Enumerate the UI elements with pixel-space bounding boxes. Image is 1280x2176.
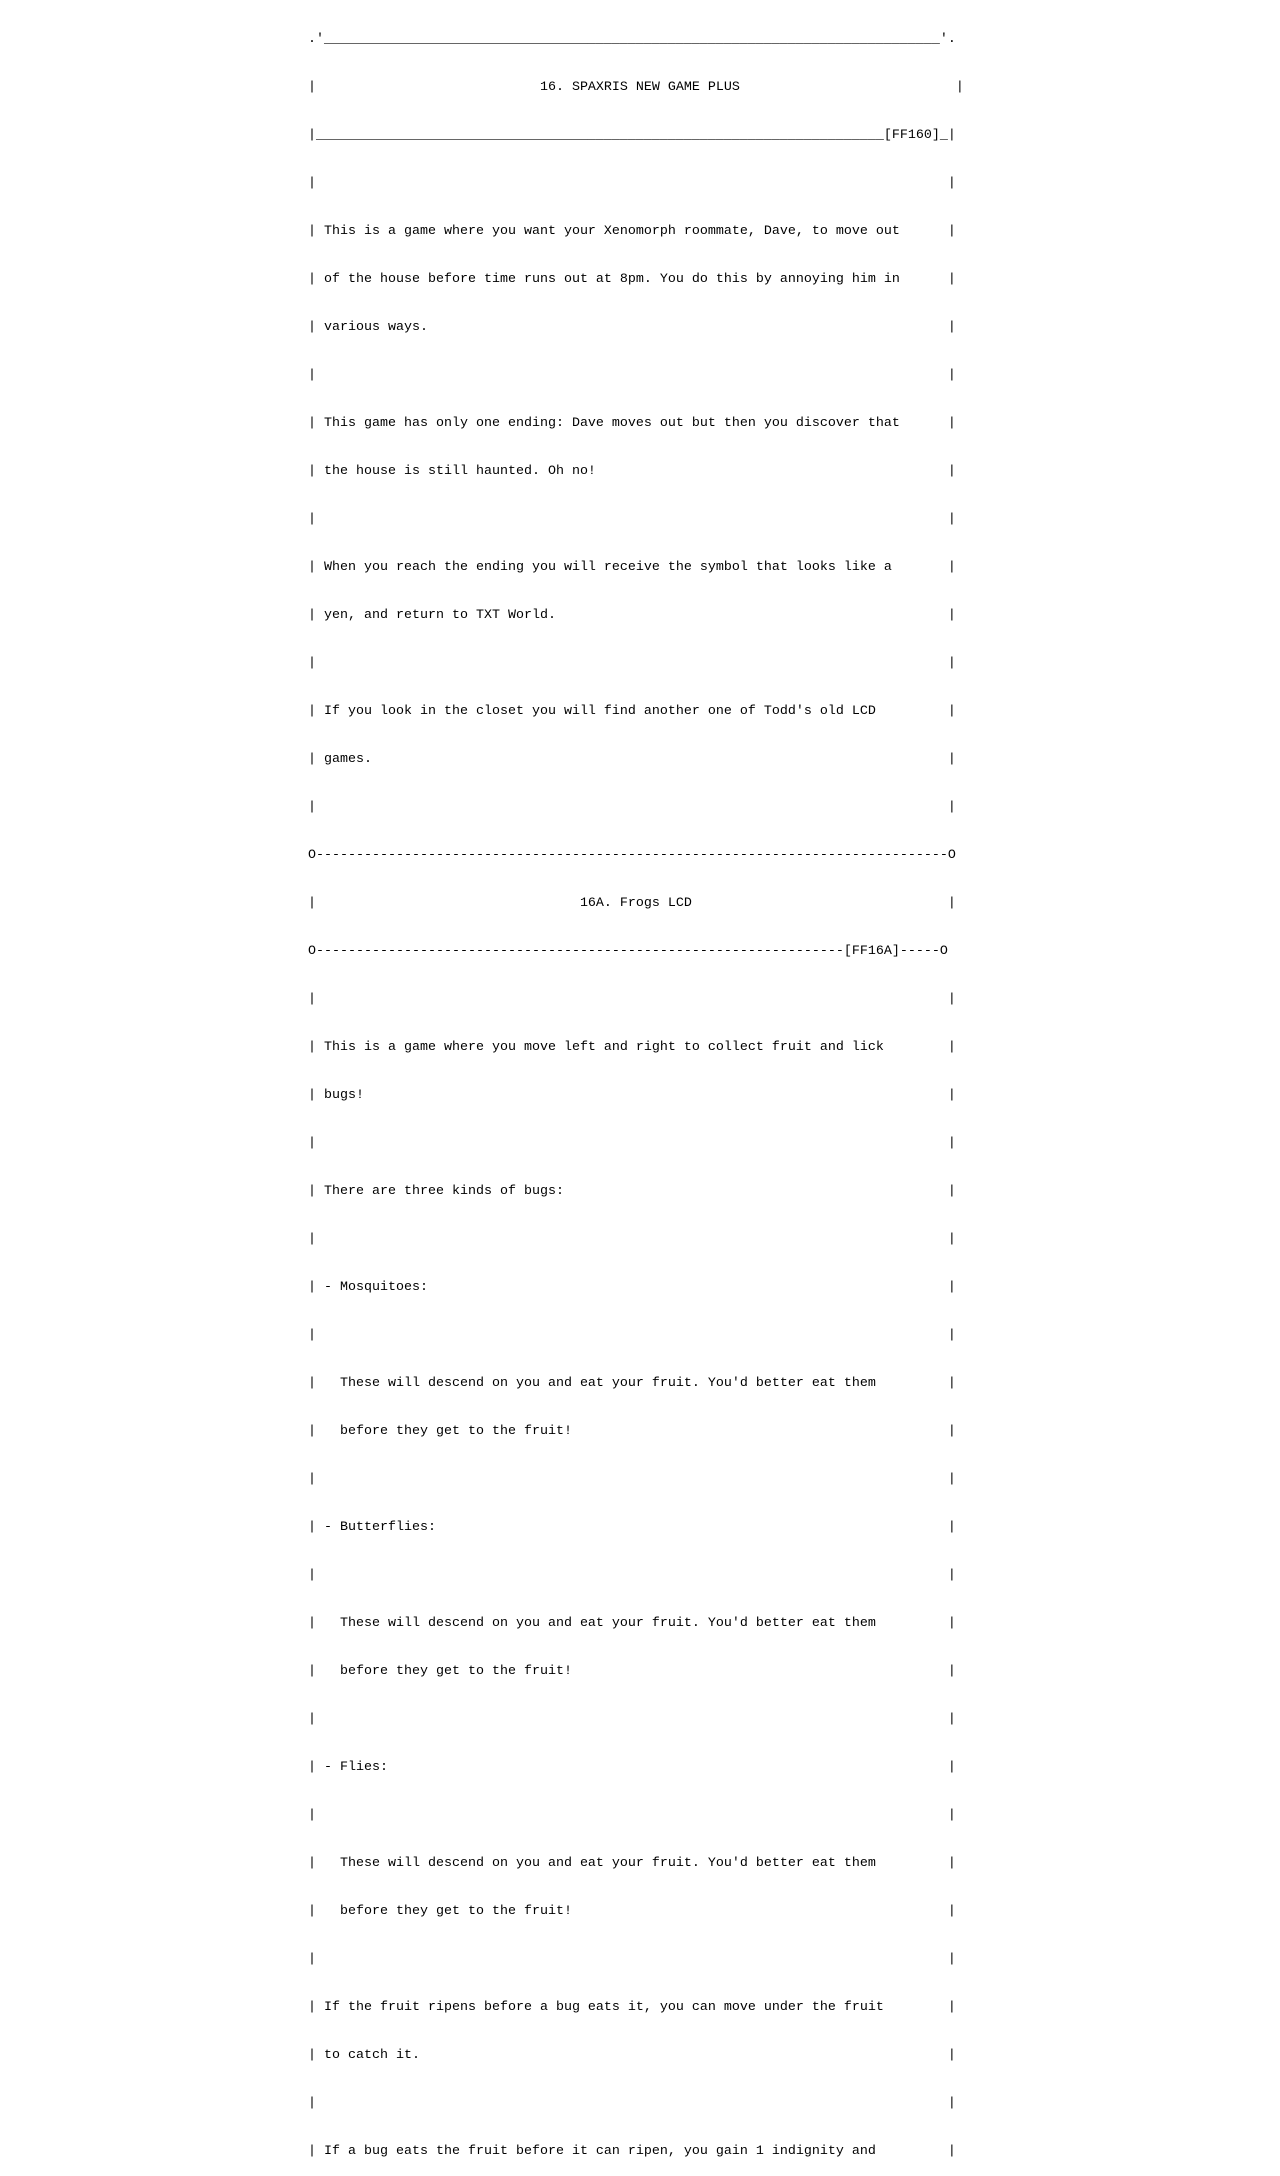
blank-line: | |	[308, 1808, 956, 1823]
blank-line: | |	[308, 1568, 956, 1583]
list-item-heading: | - Flies: |	[308, 1760, 956, 1775]
list-item-text: | These will descend on you and eat your fruit. You'd better eat them |	[308, 1616, 956, 1631]
box-top-border: .'_____________________________________________________________________________'.	[308, 32, 956, 47]
list-item-heading: | - Butterflies: |	[308, 1520, 956, 1535]
paragraph-line: | the house is still haunted. Oh no! |	[308, 464, 956, 479]
paragraph-line: | bugs! |	[308, 1088, 956, 1103]
paragraph-line: | of the house before time runs out at 8pm. You do this by annoying him in |	[308, 272, 956, 287]
blank-line: | |	[308, 512, 956, 527]
list-item-heading: | - Mosquitoes: |	[308, 1280, 956, 1295]
section-16-header-rule: |_______________________________________________________________________[FF160]_|	[308, 128, 956, 143]
blank-line: | |	[308, 800, 956, 815]
paragraph-line: | When you reach the ending you will receive the symbol that looks like a |	[308, 560, 956, 575]
paragraph-line: | various ways. |	[308, 320, 956, 335]
section-16a-header-rule: O------------------------------------------------------------------[FF16A]-----O	[308, 944, 948, 959]
paragraph-line: | This is a game where you move left and right to collect fruit and lick |	[308, 1040, 956, 1055]
paragraph-line: | This game has only one ending: Dave moves out but then you discover that |	[308, 416, 956, 431]
blank-line: | |	[308, 1712, 956, 1727]
blank-line: | |	[308, 176, 956, 191]
section-16a-title: | 16A. Frogs LCD |	[308, 896, 956, 911]
blank-line: | |	[308, 1328, 956, 1343]
list-item-text: | before they get to the fruit! |	[308, 1424, 956, 1439]
paragraph-line: | yen, and return to TXT World. |	[308, 608, 956, 623]
blank-line: | |	[308, 2096, 956, 2111]
paragraph-line: | This is a game where you want your Xenomorph roommate, Dave, to move out |	[308, 224, 956, 239]
list-item-text: | before they get to the fruit! |	[308, 1904, 956, 1919]
blank-line: | |	[308, 1136, 956, 1151]
blank-line: | |	[308, 1232, 956, 1247]
paragraph-line: | games. |	[308, 752, 956, 767]
paragraph-line: | to catch it. |	[308, 2048, 956, 2063]
blank-line: | |	[308, 1472, 956, 1487]
guide-text-document	[308, 0, 964, 2176]
section-divider: O-------------------------------------------------------------------------------O	[308, 848, 956, 863]
paragraph-line: | If you look in the closet you will find another one of Todd's old LCD |	[308, 704, 956, 719]
list-item-text: | These will descend on you and eat your fruit. You'd better eat them |	[308, 1376, 956, 1391]
list-item-text: | before they get to the fruit! |	[308, 1664, 956, 1679]
list-item-text: | These will descend on you and eat your fruit. You'd better eat them |	[308, 1856, 956, 1871]
paragraph-line: | There are three kinds of bugs: |	[308, 1184, 956, 1199]
blank-line: | |	[308, 368, 956, 383]
blank-line: | |	[308, 1952, 956, 1967]
paragraph-line: | If a bug eats the fruit before it can ripen, you gain 1 indignity and |	[308, 2144, 956, 2159]
blank-line: | |	[308, 992, 956, 1007]
section-16-title: | 16. SPAXRIS NEW GAME PLUS |	[308, 80, 964, 95]
paragraph-line: | If the fruit ripens before a bug eats it, you can move under the fruit |	[308, 2000, 956, 2015]
blank-line: | |	[308, 656, 956, 671]
